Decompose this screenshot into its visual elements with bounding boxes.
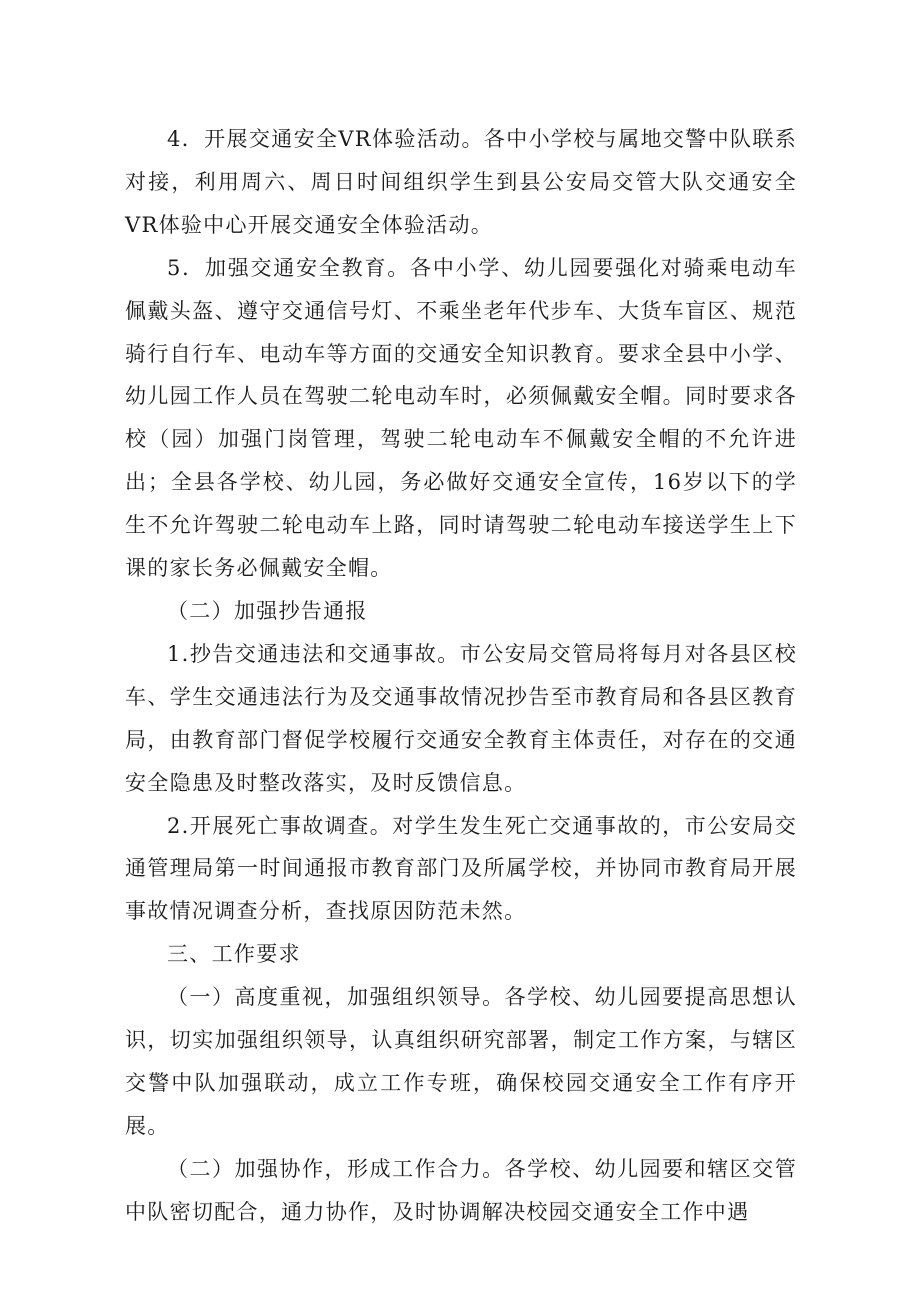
paragraph-safety-education: 5．加强交通安全教育。各中小学、幼儿园要强化对骑乘电动车佩戴头盔、遵守交通信号灯、不乘坐老年代步车、大货车盲区、规范骑行自行车、电动车等方面的交通安全知识教育。要求全县中小学、幼儿园工作人员在驾驶二轮电动车时，必须佩戴安全帽。同时要求各校（园）加强门岗管理，驾驶二轮电动车不佩戴安全帽的不允许进出；全县各学校、幼儿园，务必做好交通安全宣传，16岁以下的学生不允许驾驶二轮电动车上路，同时请驾驶二轮电动车接送学生上下课的家长务必佩戴安全帽。: [125, 255, 797, 581]
paragraph-cooperation: （二）加强协作，形成工作合力。各学校、幼儿园要和辖区交管中队密切配合，通力协作，及时协调解决校园交通安全工作中遇: [125, 1156, 797, 1224]
section-heading-work-requirements: 三、工作要求: [167, 942, 301, 967]
section-heading-reporting: （二）加强抄告通报: [167, 598, 368, 623]
paragraph-leadership: （一）高度重视，加强组织领导。各学校、幼儿园要提高思想认识，切实加强组织领导，认真组织研究部署，制定工作方案，与辖区交警中队加强联动，成立工作专班，确保校园交通安全工作有序开展。: [125, 985, 797, 1138]
paragraph-fatal-accident-investigation: 2.开展死亡事故调查。对学生发生死亡交通事故的，市公安局交通管理局第一时间通报市教育部门及所属学校，并协同市教育局开展事故情况调查分析，查找原因防范未然。: [125, 813, 797, 924]
paragraph-vr-experience: 4．开展交通安全VR体验活动。各中小学校与属地交警中队联系对接，利用周六、周日时间组织学生到县公安局交管大队交通安全VR体验中心开展交通安全体验活动。: [125, 127, 797, 237]
document-body: [125, 118, 797, 1234]
paragraph-violation-report: 1.抄告交通违法和交通事故。市公安局交管局将每月对各县区校车、学生交通违法行为及交通事故情况抄告至市教育局和各县区教育局，由教育部门督促学校履行交通安全教育主体责任，对存在的交通安全隐患及时整改落实，及时反馈信息。: [125, 641, 797, 795]
